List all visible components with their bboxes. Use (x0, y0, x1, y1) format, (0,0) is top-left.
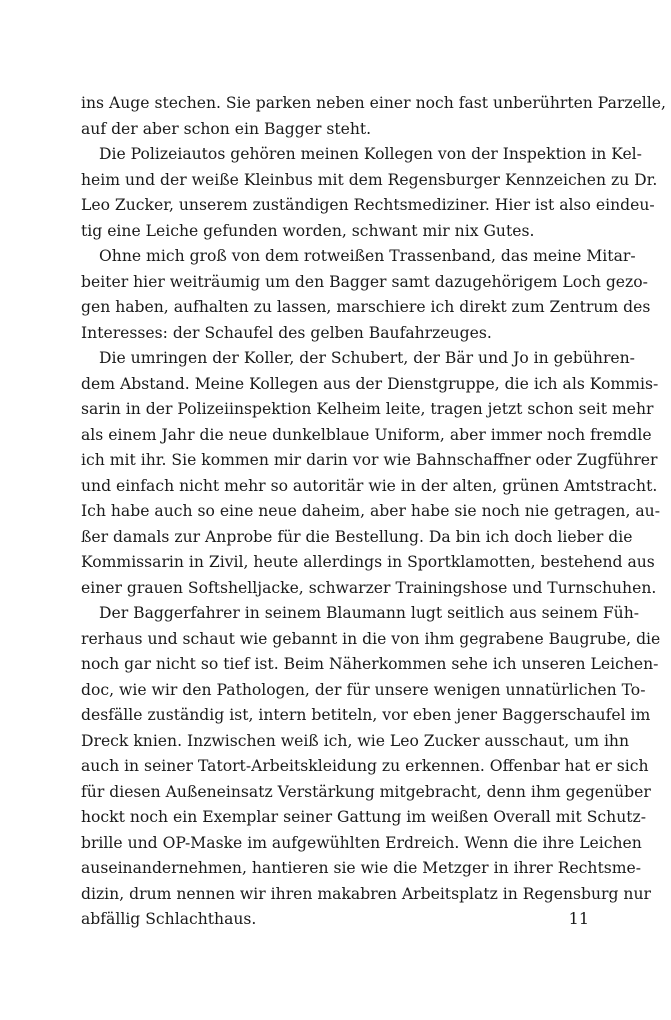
text-line: für diesen Außeneinsatz Verstärkung mitgebracht, denn ihm gegenüber (81, 782, 651, 801)
text-line: Ohne mich groß von dem rotweißen Trassenband, das meine Mitar- (99, 247, 636, 265)
text-line: noch gar nicht so tief ist. Beim Näherkommen sehe ich unseren Leichen- (81, 655, 659, 673)
text-line: auch in seiner Tatort-Arbeitskleidung zu erkennen. Offenbar hat er sich (81, 757, 649, 775)
paragraph (81, 244, 651, 346)
text-line: dem Abstand. Meine Kollegen aus der Dienstgruppe, die ich als Kommis- (81, 374, 659, 393)
text-line: Der Baggerfahrer in seinem Blaumann lugt seitlich aus seinem Füh- (99, 604, 640, 622)
paragraph (81, 91, 666, 142)
text-line: auseinandernehmen, hantieren sie wie die Metzger in ihrer Rechtsme- (81, 859, 641, 877)
text-line: Die umringen der Koller, der Schubert, der Bär und Jo in gebühren- (99, 349, 635, 367)
text-line: abfällig Schlachthaus. (81, 910, 257, 928)
text-line: Ich habe auch so eine neue daheim, aber habe sie noch nie getragen, au- (81, 502, 660, 520)
text-line: doc, wie wir den Pathologen, der für unsere wenigen unnatürlichen To- (81, 680, 646, 699)
text-line: gen haben, aufhalten zu lassen, marschiere ich direkt zum Zentrum des (81, 298, 651, 316)
text-line: als einem Jahr die neue dunkelblaue Uniform, aber immer noch fremdle (81, 425, 652, 444)
text-line: brille und OP-Maske im aufgewühlten Erdreich. Wenn die ihre Leichen (81, 833, 642, 852)
paragraph (81, 142, 658, 244)
text-line: Leo Zucker, unserem zuständigen Rechtsmediziner. Hier ist also eindeu- (81, 196, 655, 214)
text-line: ins Auge stechen. Sie parken neben einer noch fast unberührten Parzelle, (81, 94, 666, 112)
text-line: Kommissarin in Zivil, heute allerdings in Sportklamotten, bestehend aus (81, 553, 655, 571)
page-number: 11 (568, 909, 589, 928)
text-line: heim und der weiße Kleinbus mit dem Regensburger Kennzeichen zu Dr. (81, 170, 658, 189)
text-line: und einfach nicht mehr so autoritär wie in der alten, grünen Amtstracht. (81, 476, 658, 495)
text-line: sarin in der Polizeiinspektion Kelheim leite, tragen jetzt schon seit mehr (81, 400, 654, 418)
text-line: ich mit ihr. Sie kommen mir darin vor wie Bahnschaffner oder Zugführer (81, 451, 658, 469)
text-line: Dreck knien. Inzwischen weiß ich, wie Leo Zucker ausschaut, um ihn (81, 731, 630, 750)
text-line: einer grauen Softshelljacke, schwarzer Trainingshose und Turnschuhen. (81, 578, 657, 597)
paragraph (81, 601, 661, 933)
paragraph (81, 346, 660, 601)
text-line: dizin, drum nennen wir ihren makabren Arbeitsplatz in Regensburg nur (81, 884, 651, 903)
text-line: hockt noch ein Exemplar seiner Gattung im weißen Overall mit Schutz- (81, 808, 646, 826)
text-line: desfälle zuständig ist, intern betiteln, vor eben jener Baggerschaufel im (81, 706, 651, 724)
text-line: ßer damals zur Anprobe für die Bestellung. Da bin ich doch lieber die (81, 527, 633, 546)
text-line: beiter hier weiträumig um den Bagger samt dazugehörigem Loch gezo- (81, 272, 648, 291)
body-text (81, 91, 666, 933)
text-line: Interesses: der Schaufel des gelben Baufahrzeuges. (81, 323, 492, 342)
text-line: auf der aber schon ein Bagger steht. (81, 119, 372, 138)
text-line: tig eine Leiche gefunden worden, schwant mir nix Gutes. (81, 221, 535, 240)
text-line: rerhaus und schaut wie gebannt in die von ihm gegrabene Baugrube, die (81, 629, 661, 648)
text-line: Die Polizeiautos gehören meinen Kollegen von der Inspektion in Kel- (99, 145, 642, 163)
